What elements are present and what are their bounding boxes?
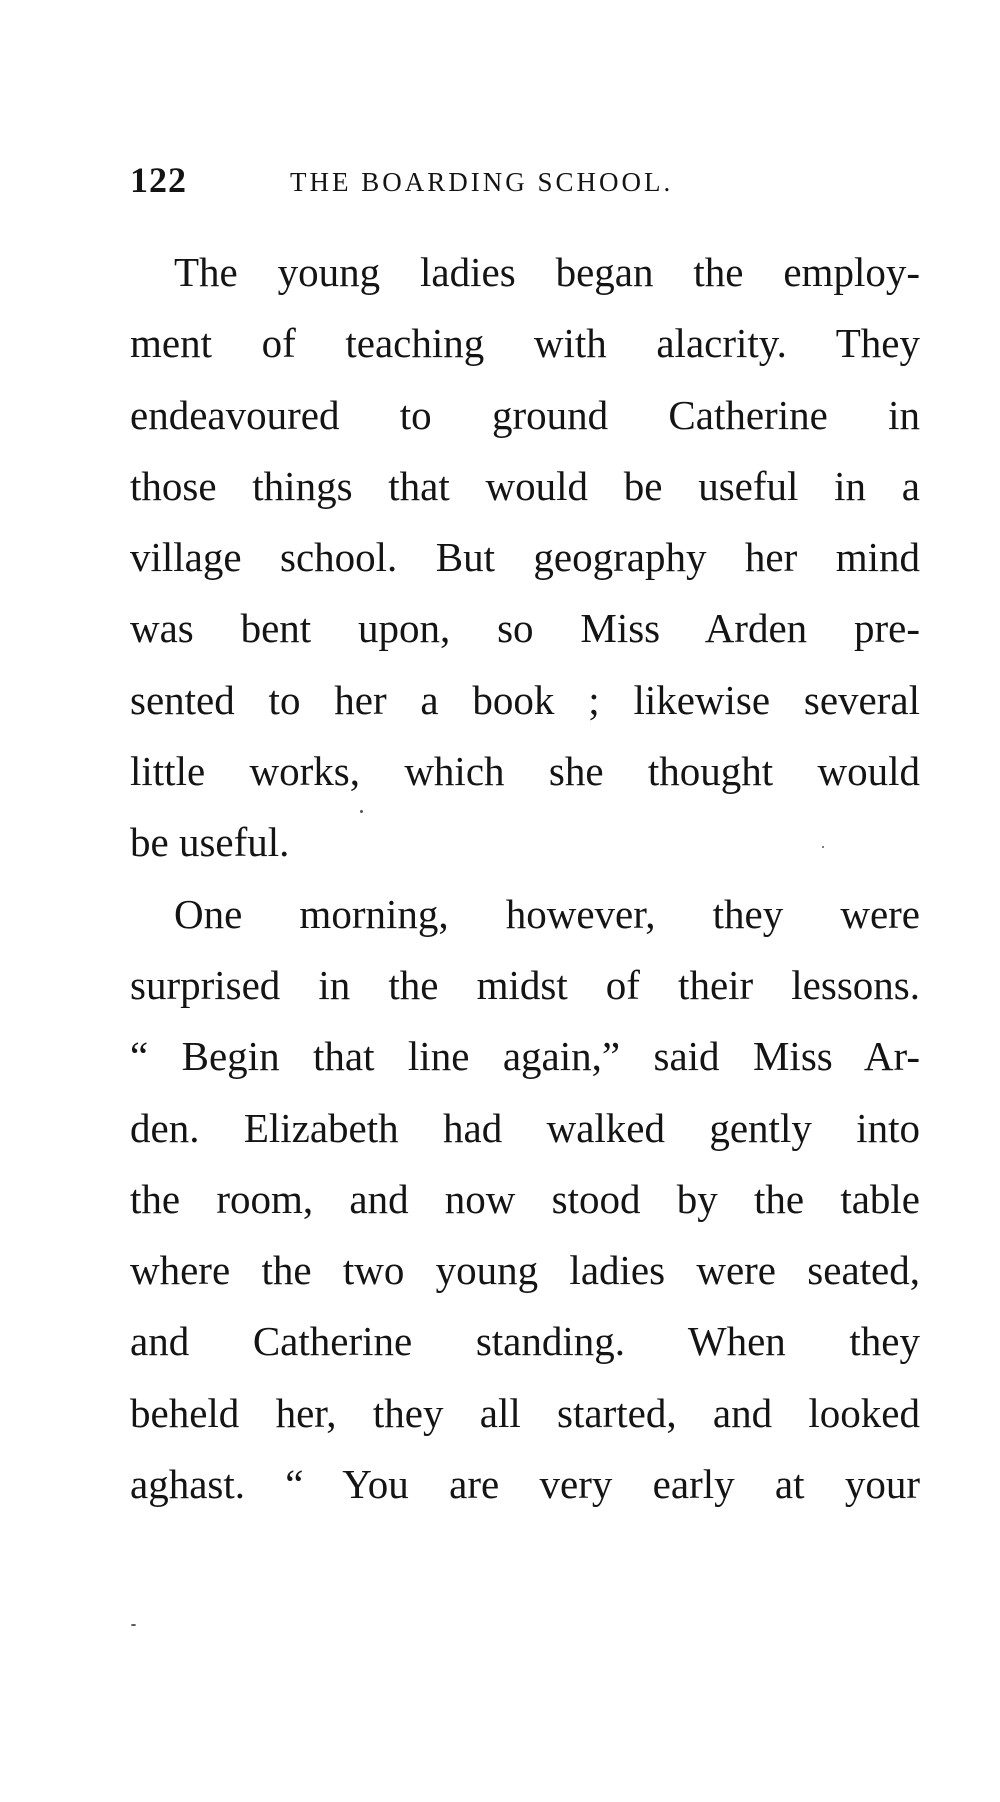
- text-line: ment of teaching with alacrity. They: [130, 320, 920, 367]
- text-line: surprised in the midst of their lessons.: [130, 961, 920, 1008]
- body-text: [130, 237, 920, 1520]
- text-line: and Catherine standing. When they: [130, 1318, 920, 1365]
- text-line: village school. But geography her mind: [130, 534, 920, 581]
- text-line: aghast. “ You are very early at your: [130, 1461, 920, 1508]
- text-line: was bent upon, so Miss Arden pre-: [130, 605, 920, 652]
- page-number: 122: [130, 160, 187, 200]
- paper-speck: [131, 1624, 136, 1626]
- text-line: be useful.: [130, 819, 290, 866]
- text-line: The young ladies began the employ-: [174, 249, 920, 295]
- text-line: beheld her, they all started, and looked: [130, 1389, 920, 1436]
- running-title: THE BOARDING SCHOOL.: [290, 167, 674, 197]
- text-line: where the two young ladies were seated,: [130, 1247, 920, 1294]
- text-line: sented to her a book ; likewise several: [130, 676, 920, 723]
- text-line: den. Elizabeth had walked gently into: [130, 1104, 920, 1151]
- paper-speck: [360, 810, 363, 813]
- paper-speck: [822, 846, 824, 848]
- text-line: endeavoured to ground Catherine in: [130, 391, 920, 438]
- text-line: the room, and now stood by the table: [130, 1175, 920, 1222]
- text-line: those things that would be useful in a: [130, 462, 920, 509]
- running-head: [130, 160, 920, 200]
- text-line: little works, which she thought would: [130, 748, 920, 795]
- text-line: “ Begin that line again,” said Miss Ar-: [130, 1033, 920, 1080]
- text-line: One morning, however, they were: [174, 890, 920, 937]
